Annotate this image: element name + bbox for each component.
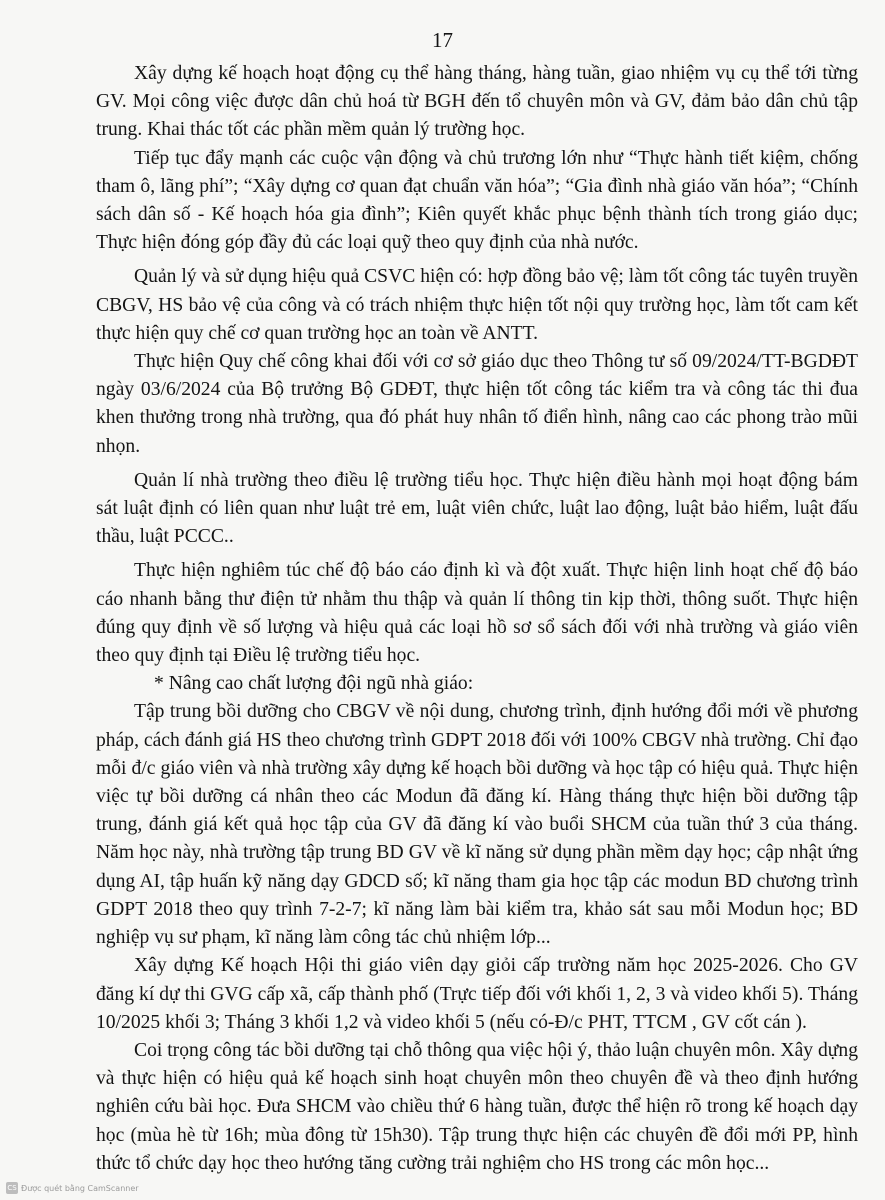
paragraph: Xây dựng Kế hoạch Hội thi giáo viên dạy giỏi cấp trường năm học 2025-2026. Cho GV đăng kí dự thi GVG cấp xã, cấp thành phố (Trực tiếp đối với khối 1, 2, 3 và video khối 5). Tháng 10/2025 khối 3; Tháng 3 khối 1,2 và video khối 5 (nếu có-Đ/c PHT, TTCM , GV cốt cán ). <box>96 955 858 1033</box>
paragraph: Thực hiện nghiêm túc chế độ báo cáo định kì và đột xuất. Thực hiện linh hoạt chế độ báo cáo nhanh bằng thư điện tử nhằm thu thập và quản lí thông tin kịp thời, thông suốt. Thực hiện đúng quy định về số lượng và hiệu quả các loại hồ sơ sổ sách đối với nhà trường và giáo viên theo quy định tại Điều lệ trường tiểu học. <box>96 560 858 667</box>
camscanner-watermark <box>6 1182 139 1194</box>
document-body <box>96 60 858 1178</box>
section-heading: * Nâng cao chất lượng đội ngũ nhà giáo: <box>154 673 474 695</box>
camscanner-icon: CS <box>7 1184 17 1192</box>
paragraph: Xây dựng kế hoạch hoạt động cụ thể hàng tháng, hàng tuần, giao nhiệm vụ cụ thể tới từng GV. Mọi công việc được dân chủ hoá từ BGH đến tổ chuyên môn và GV, đảm bảo dân chủ tập trung. Khai thác tốt các phần mềm quản lý trường học. <box>96 63 858 141</box>
paragraph: Tiếp tục đẩy mạnh các cuộc vận động và chủ trương lớn như “Thực hành tiết kiệm, chống tham ô, lãng phí”; “Xây dựng cơ quan đạt chuẩn văn hóa”; “Gia đình nhà giáo văn hóa”; “Chính sách dân số - Kế hoạch hóa gia đình”; Kiên quyết khắc phục bệnh thành tích trong giáo dục; Thực hiện đóng góp đầy đủ các loại quỹ theo quy định của nhà nước. <box>96 147 858 254</box>
paragraph: Coi trọng công tác bồi dưỡng tại chỗ thông qua việc hội ý, thảo luận chuyên môn. Xây dựng và thực hiện có hiệu quả kế hoạch sinh hoạt chuyên môn theo chuyên đề và theo định hướng nghiên cứu bài học. Đưa SHCM vào chiều thứ 6 hàng tuần, được thể hiện rõ trong kế hoạch dạy học (mùa hè từ 16h; mùa đông từ 15h30). Tập trung thực hiện các chuyên đề đổi mới PP, hình thức tổ chức dạy học theo hướng tăng cường trải nghiệm cho HS trong các môn học... <box>96 1039 858 1174</box>
paragraph: Thực hiện Quy chế công khai đối với cơ sở giáo dục theo Thông tư số 09/2024/TT-BGDĐT ngày 03/6/2024 của Bộ trưởng Bộ GDĐT, thực hiện tốt công tác kiểm tra và công tác thi đua khen thưởng trong nhà trường, qua đó phát huy nhân tố điển hình, nâng cao các phong trào mũi nhọn. <box>96 351 858 457</box>
paragraph: Quản lí nhà trường theo điều lệ trường tiểu học. Thực hiện điều hành mọi hoạt động bám sát luật định có liên quan như luật trẻ em, luật viên chức, luật lao động, luật bảo hiểm, luật đấu thầu, luật PCCC.. <box>96 469 858 548</box>
camscanner-text: Được quét bằng CamScanner <box>21 1183 139 1193</box>
page-number: 17 <box>432 28 453 52</box>
paragraph: Tập trung bồi dưỡng cho CBGV về nội dung, chương trình, định hướng đổi mới về phương pháp, cách đánh giá HS theo chương trình GDPT 2018 đối với 100% CBGV nhà trường. Chỉ đạo mỗi đ/c giáo viên và nhà trường xây dựng kế hoạch bồi dưỡng và học tập có hiệu quả. Thực hiện việc tự bồi dưỡng cá nhân theo các Modun đã đăng kí. Hàng tháng thực hiện bồi dưỡng tập trung, đánh giá kết quả học tập của GV đã đăng kí vào buổi SHCM của tuần thứ 3 của tháng. Năm học này, nhà trường tập trung BD GV về kĩ năng sử dụng phần mềm dạy học; cập nhật ứng dụng AI, tập huấn kỹ năng dạy GDCD số; kĩ năng tham gia học tập các modun BD chương trình GDPT 2018 theo quy trình 7-2-7; kĩ năng làm bài kiểm tra, khảo sát sau mỗi Modun học; BD nghiệp vụ sư phạm, kĩ năng làm công tác chủ nhiệm lớp... <box>96 701 858 949</box>
paragraph: Quản lý và sử dụng hiệu quả CSVC hiện có: hợp đồng bảo vệ; làm tốt công tác tuyên truyền CBGV, HS bảo vệ của công và có trách nhiệm thực hiện tốt nội quy trường học, làm tốt cam kết thực hiện quy chế cơ quan trường học an toàn về ANTT. <box>96 266 858 344</box>
